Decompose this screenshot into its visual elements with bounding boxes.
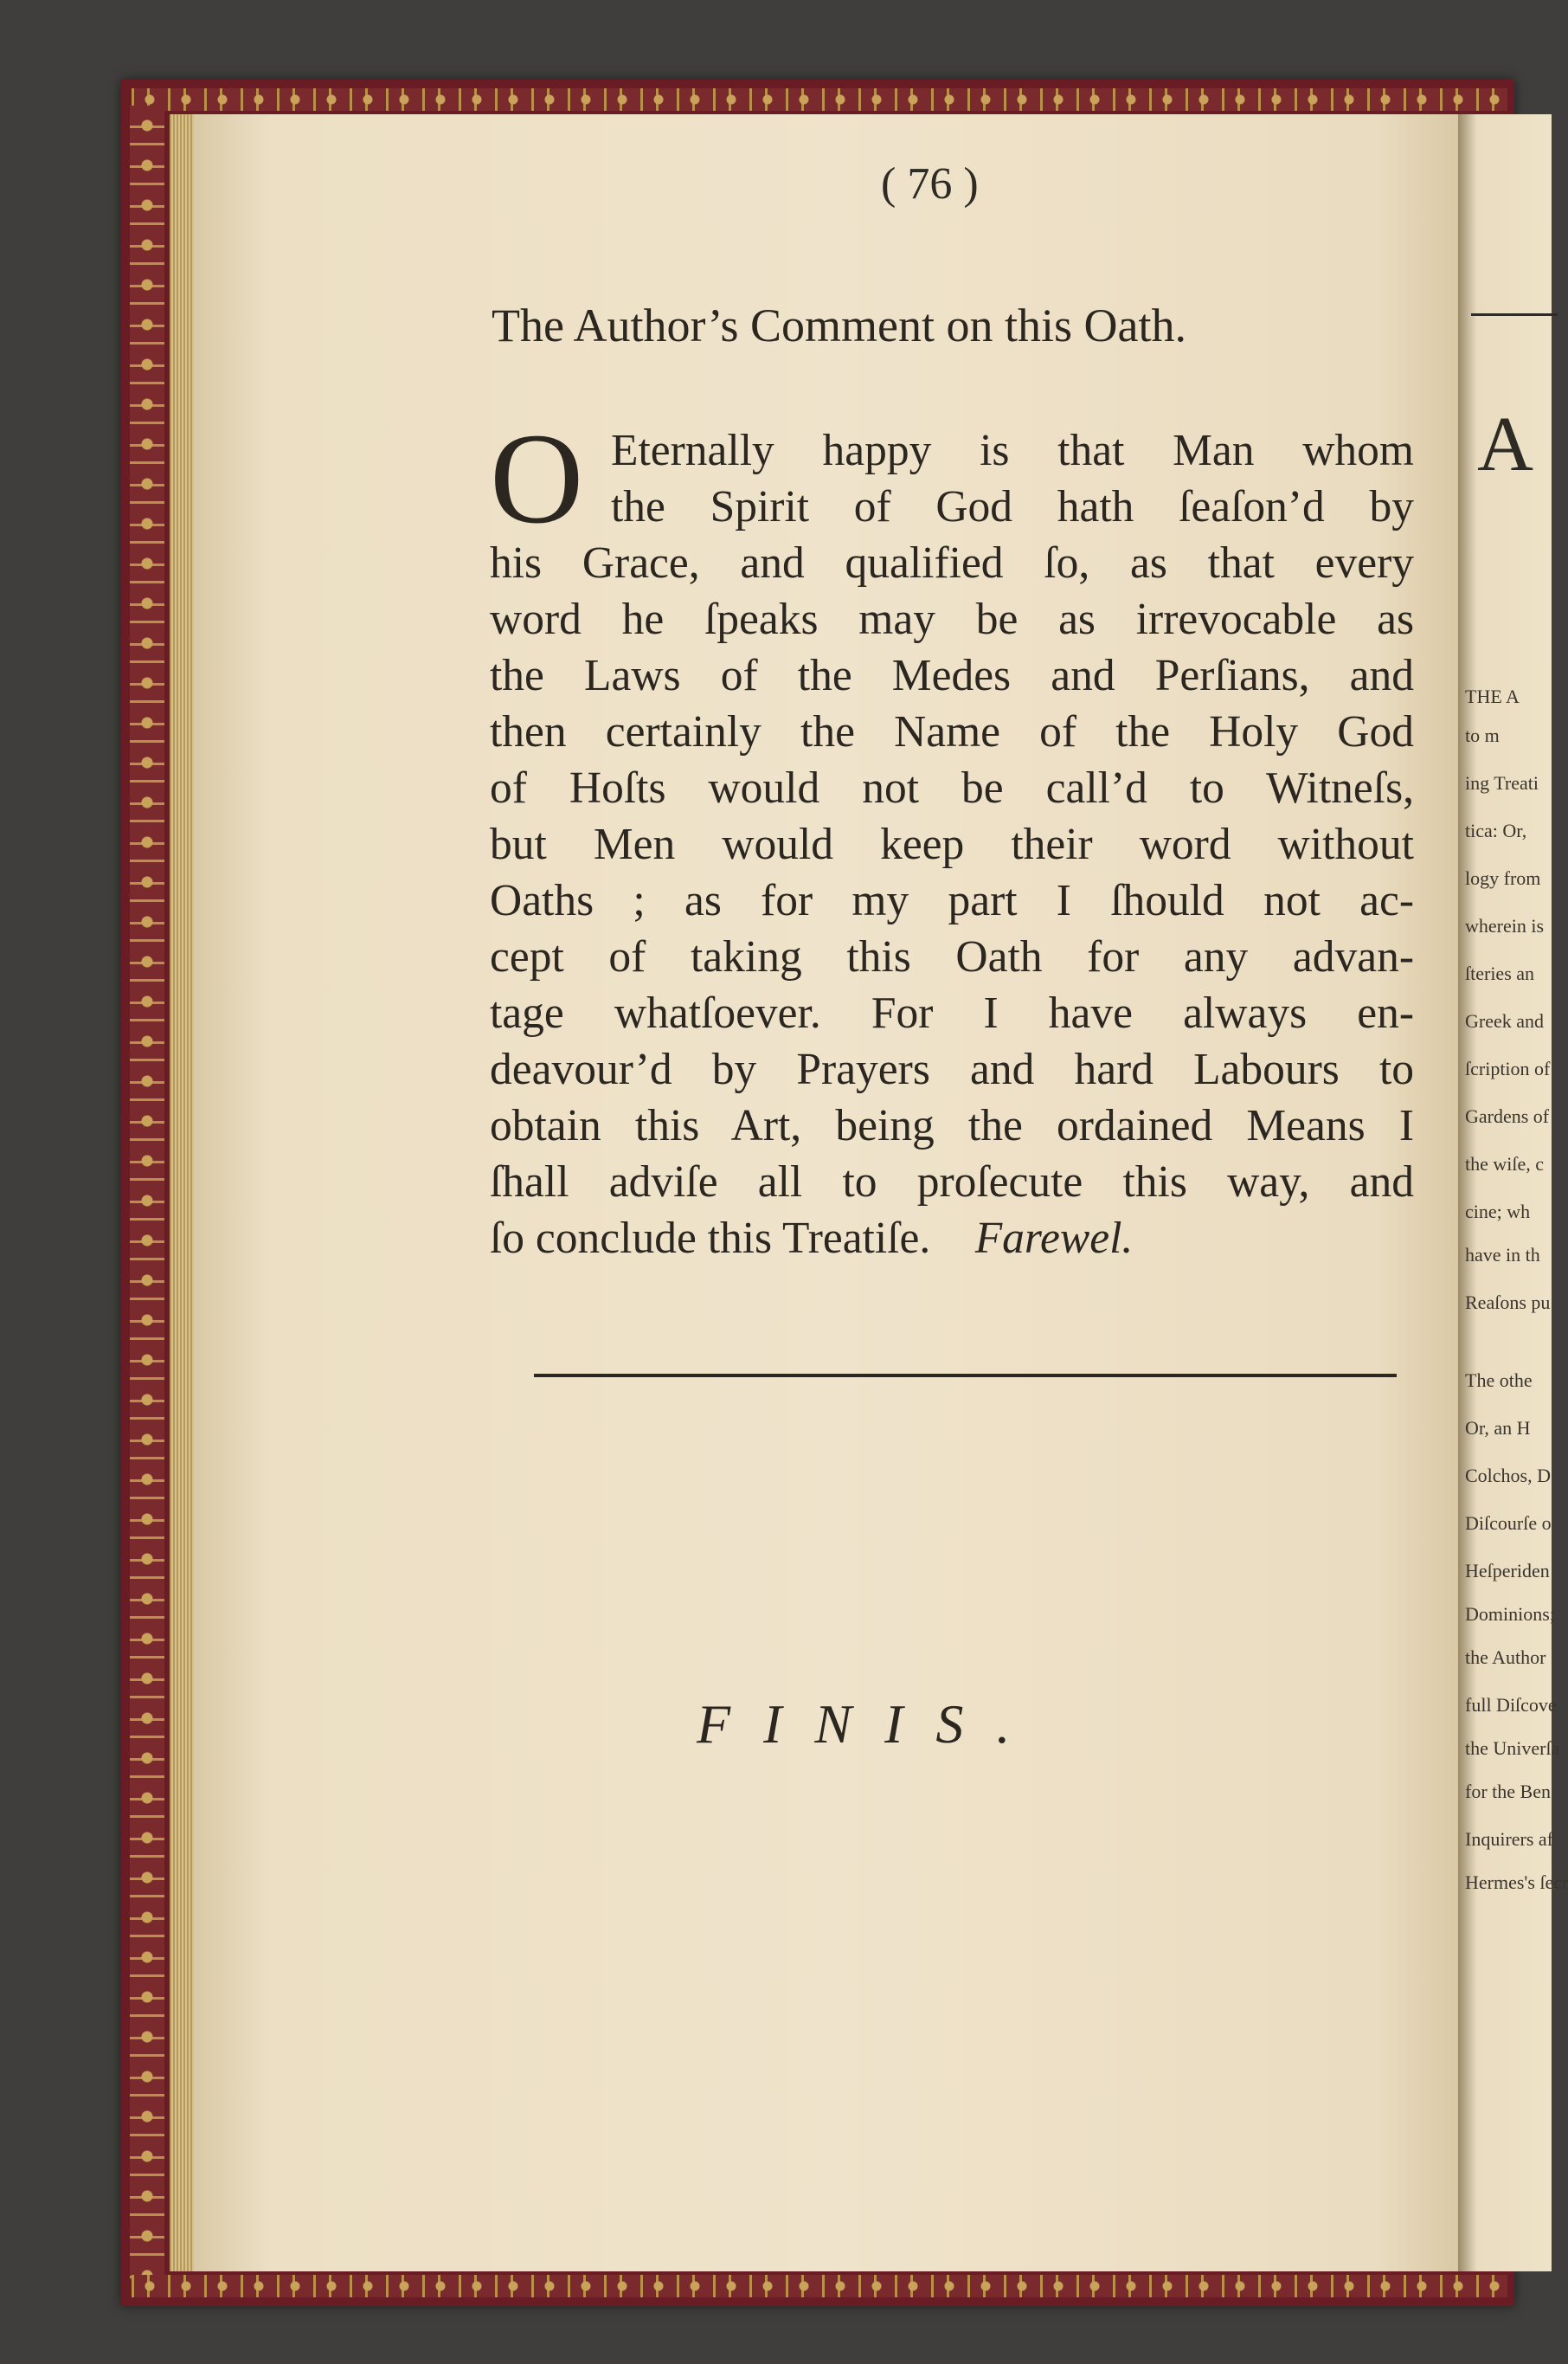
- body-text: [490, 422, 1414, 1266]
- gilt-border-left: [130, 106, 164, 2280]
- right-page-text-fragment: ſteries an: [1465, 963, 1535, 984]
- page-heading: The Author’s Comment on this Oath.: [492, 300, 1186, 351]
- right-page-text-fragment: Or, an H: [1465, 1417, 1531, 1439]
- right-page-text-fragment: ſcription of: [1465, 1058, 1551, 1079]
- right-page-text-fragment: The othe: [1465, 1369, 1533, 1391]
- text-line: word he ſpeaks may be as irrevocable as: [490, 595, 1414, 644]
- right-page-text-fragment: Inquirers af: [1465, 1828, 1554, 1850]
- text-line: the Spirit of God hath ſeaſon’d by: [611, 482, 1414, 531]
- text-line: obtain this Art, being the ordained Means I: [490, 1101, 1414, 1150]
- text-line-last: [490, 1210, 1414, 1266]
- text-line: Eternally happy is that Man whom: [611, 426, 1414, 475]
- right-page-text-fragment: logy from: [1465, 867, 1541, 889]
- drop-cap: O: [490, 407, 584, 551]
- right-page-text-fragment: Diſcourſe o: [1465, 1512, 1552, 1534]
- right-page-text-fragment: Gardens of: [1465, 1105, 1550, 1127]
- right-page-text-fragment: Dominions;: [1465, 1603, 1555, 1625]
- text-line: Oaths ; as for my part I ſhould not ac-: [490, 876, 1414, 925]
- right-page-text-fragment: wherein is: [1465, 915, 1545, 937]
- text-line: but Men would keep their word without: [490, 820, 1414, 869]
- right-page-text-fragment: full Diſcove: [1465, 1694, 1557, 1716]
- right-page-text-fragment: the wiſe, c: [1465, 1153, 1545, 1175]
- right-page-initial: A: [1477, 402, 1533, 487]
- right-page-text-fragment: Colchos, D: [1465, 1465, 1551, 1486]
- text-line: his Grace, and qualified ſo, as that every: [490, 538, 1414, 588]
- finis-text: FINIS.: [697, 1693, 1044, 1755]
- right-page-text-fragment: the Univerſa: [1465, 1737, 1560, 1759]
- right-page-text-fragment: THE A: [1465, 686, 1520, 707]
- right-page-text-fragment: Hermes's ſecr: [1465, 1871, 1568, 1893]
- text-line: tage whatſoever. For I have always en-: [490, 989, 1414, 1038]
- right-page-text-fragment: cine; wh: [1465, 1201, 1531, 1222]
- page-edges: [170, 114, 196, 2271]
- text-line: cept of taking this Oath for any advan-: [490, 932, 1414, 982]
- text-line: deavour’d by Prayers and hard Labours to: [490, 1045, 1414, 1094]
- right-page-rule: [1471, 313, 1558, 316]
- right-page-edge: [1458, 114, 1568, 2271]
- gilt-border-top: [132, 88, 1507, 111]
- page-number: ( 76 ): [881, 159, 979, 209]
- right-page-text-fragment: Reaſons pu: [1465, 1292, 1551, 1313]
- horizontal-rule: [534, 1374, 1397, 1377]
- right-page-text-fragment: ing Treati: [1465, 772, 1539, 794]
- closing-text: ſo conclude this Treatiſe.: [490, 1214, 931, 1263]
- farewel-text: Farewel.: [974, 1214, 1134, 1263]
- right-page-text-fragment: Greek and: [1465, 1010, 1545, 1032]
- text-line: ſhall adviſe all to proſecute this way, and: [490, 1157, 1414, 1207]
- right-page-text-fragment: the Author: [1465, 1646, 1546, 1668]
- right-page-text-fragment: tica: Or,: [1465, 820, 1527, 841]
- right-page-text-fragment: for the Ben: [1465, 1781, 1551, 1802]
- text-line: then certainly the Name of the Holy God: [490, 707, 1414, 757]
- right-page-text-fragment: Heſperiden: [1465, 1560, 1550, 1581]
- text-line: of Hoſts would not be call’d to Witneſs,: [490, 763, 1414, 813]
- right-page-text-fragment: to m: [1465, 725, 1500, 746]
- text-line: the Laws of the Medes and Perſians, and: [490, 651, 1414, 700]
- gilt-border-bottom: [132, 2275, 1507, 2297]
- right-page-text-fragment: have in th: [1465, 1244, 1540, 1266]
